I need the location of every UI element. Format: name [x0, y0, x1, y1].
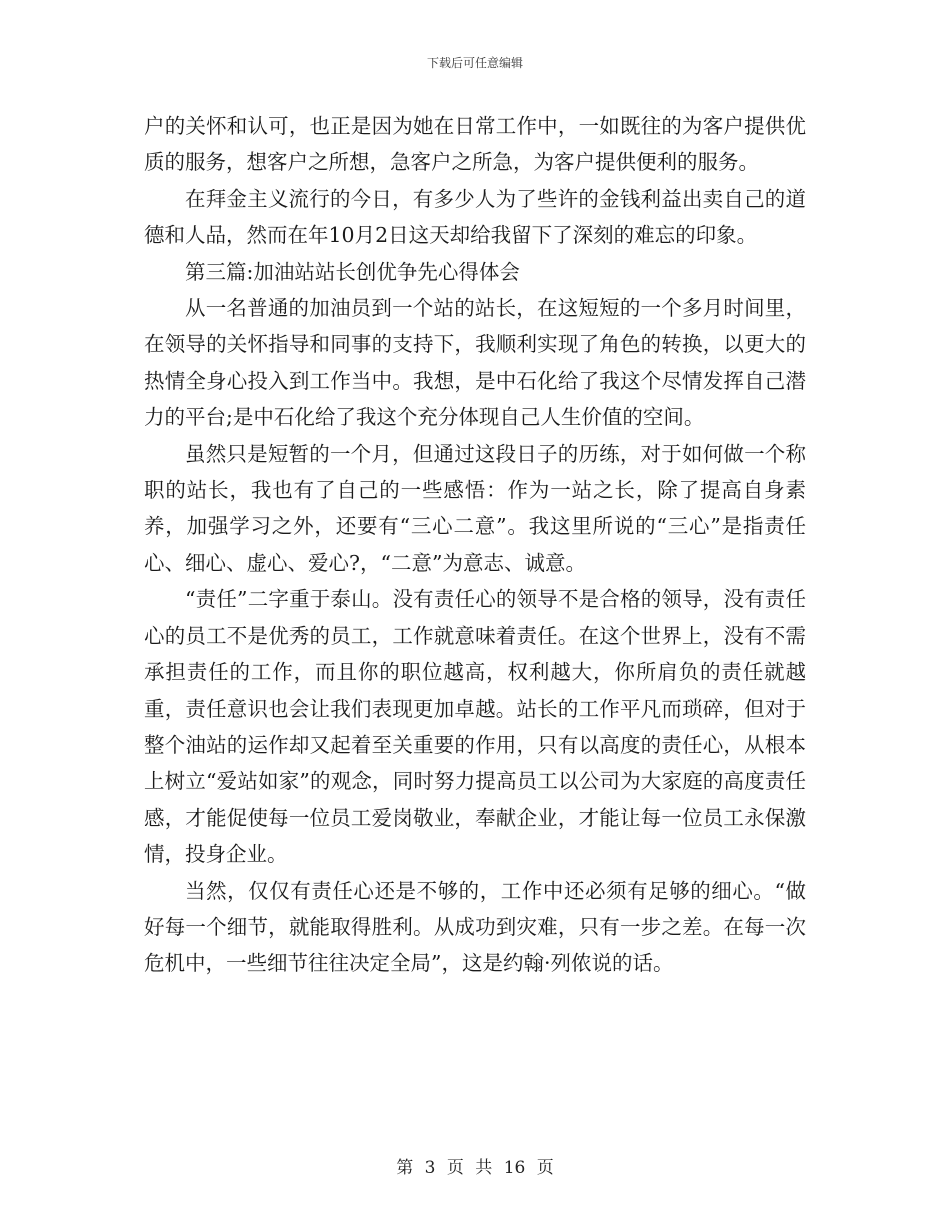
paragraph-5: “责任”二字重于泰山。没有责任心的领导不是合格的领导，没有责任心的员工不是优秀的员工，工作就意味着责任。在这个世界上，没有不需承担责任的工作，而且你的职位越高，权利越大，你所肩负的责任就越重，责任意识也会让我们表现更加卓越。站长的工作平凡而琐碎，但对于整个油站的运作却又起着至关重要的作用，只有以高度的责任心，从根本上树立“爱站如家”的观念，同时努力提高员工以公司为大家庭的高度责任感，才能促使每一位员工爱岗敬业，奉献企业，才能让每一位员工永保激情，投身企业。: [144, 587, 806, 867]
page-footer: 第 3 页 共 16 页: [396, 1158, 554, 1178]
section-heading: 第三篇:加油站站长创优争先心得体会: [185, 259, 520, 284]
page-header: 下载后可任意编辑: [426, 56, 523, 70]
paragraph-1: 户的关怀和认可，也正是因为她在日常工作中，一如既往的为客户提供优质的服务，想客户之所想，急客户之所急，为客户提供便利的服务。: [144, 114, 806, 175]
paragraph-2: 在拜金主义流行的今日，有多少人为了些许的金钱利益出卖自己的道德和人品，然而在年10月2日这天却给我留下了深刻的难忘的印象。: [144, 186, 806, 248]
paragraph-6: 当然，仅仅有责任心还是不够的，工作中还必须有足够的细心。“做好每一个细节，就能取得胜利。从成功到灾难，只有一步之差。在每一次危机中，一些细节往往决定全局”，这是约翰·列侬说的话。: [144, 878, 806, 976]
paragraph-3: 从一名普通的加油员到一个站的站长，在这短短的一个多月时间里，在领导的关怀指导和同事的支持下，我顺利实现了角色的转换，以更大的热情全身心投入到工作当中。我想，是中石化给了我这个尽情发挥自己潜力的平台;是中石化给了我这个充分体现自己人生价值的空间。: [144, 296, 806, 430]
document-body: [144, 108, 806, 982]
paragraph-4: 虽然只是短暂的一个月，但通过这段日子的历练，对于如何做一个称职的站长，我也有了自己的一些感悟：作为一站之长，除了提高自身素养，加强学习之外，还要有“三心二意”。我这里所说的“三心”是指责任心、细心、虚心、爱心?，“二意”为意志、诚意。: [144, 441, 806, 575]
